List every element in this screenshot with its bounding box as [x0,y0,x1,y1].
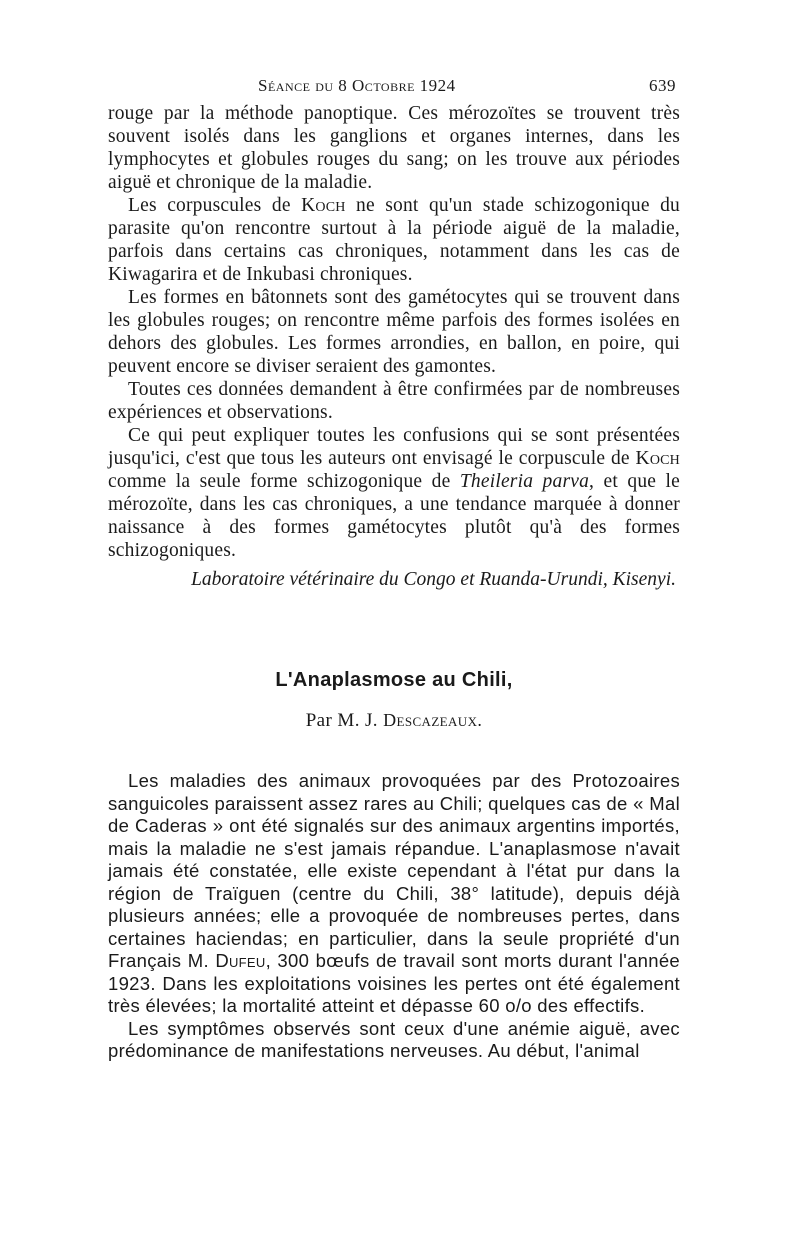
byline [108,710,680,732]
page-number: 639 [649,76,676,95]
text-span: ne sont qu'un stade schizogonique du parasite qu'on rencontre surtout à la période aiguë de la maladie, parfois dans certains cas chroniques, notamment dans les cas de Kiwagarira et de Inkubasi chroniques. [108,195,681,285]
species-name: Theileria parva [459,471,590,492]
author-name-koch: Koch [301,195,346,216]
paragraph-confirmation: Toutes ces données demandent à être confirmées par de nombreuses expériences et observations. [108,379,680,423]
text-span: Les corpuscules de [128,195,302,216]
running-title: Séance du 8 Octobre 1924 [258,76,456,95]
paragraph-confusions [108,424,680,562]
paragraph-chili-diseases [108,770,680,1018]
paragraph-gametocytes: Les formes en bâtonnets sont des gamétocytes qui se trouvent dans les globules rouges; on rencontre même parfois des formes isolées en dehors des globules. Les formes arrondies, en ballon, en poire, qui peuvent encore se diviser seraient des gamontes. [108,287,680,377]
running-head [108,72,680,102]
text-span: , 300 bœufs de travail sont morts durant l'année 1923. Dans les exploitations voisines les pertes ont été également très élevées; la mortalité atteint et dépasse 60 o/o des effectifs. [108,950,681,1016]
person-name-dufeu: Dufeu [215,950,266,971]
journal-page [108,72,680,1063]
text-span: Les maladies des animaux provoquées par des Protozoaires sanguicoles paraissent assez rares au Chili; quelques cas de « Mal de Caderas » ont été signalés sur des animaux argentins importés, mais la maladie ne s'est jamais répandue. L'anaplasmose n'avait jamais été constatée, elle existe cependant à l'état pur dans la région de Traïguen (centre du Chili, 38° latitude), depuis déjà plusieurs années; elle a provoquée de nombreuses pertes, dans certaines haciendas; en particulier, dans la seule propriété d'un Français M. [108,770,680,971]
article-title: L'Anaplasmose au Chili, [275,669,513,691]
author-name-koch: Koch [635,448,680,469]
text-span: comme la seule forme schizogonique de [108,471,460,492]
text-span: Ce qui peut expliquer toutes les confusions qui se sont présentées jusqu'ici, c'est que tous les auteurs ont envisagé le corpuscule de [108,425,680,469]
signature-affiliation: Laboratoire vétérinaire du Congo et Ruanda-Urundi, Kisenyi. [191,569,676,590]
byline-author: Descazeaux. [383,710,483,730]
paragraph-koch-corpuscles [108,194,680,286]
text-span: , et que le mérozoïte, dans les cas chroniques, a une tendance marquée à donner naissance à des formes gamétocytes plutôt qu'à des formes schizogoniques. [108,471,680,561]
article-body [108,770,680,1063]
paragraph-symptoms: Les symptômes observés sont ceux d'une anémie aiguë, avec prédominance de manifestations nerveuses. Au début, l'animal [108,1017,680,1061]
paragraph-merozoites: rouge par la méthode panoptique. Ces mérozoïtes se trouvent très souvent isolés dans les ganglions et organes internes, dans les lymphocytes et globules rouges du sang; on les trouve aux périodes aiguë et chronique de la maladie. [108,103,680,193]
byline-prefix: Par M. J. [305,710,384,731]
